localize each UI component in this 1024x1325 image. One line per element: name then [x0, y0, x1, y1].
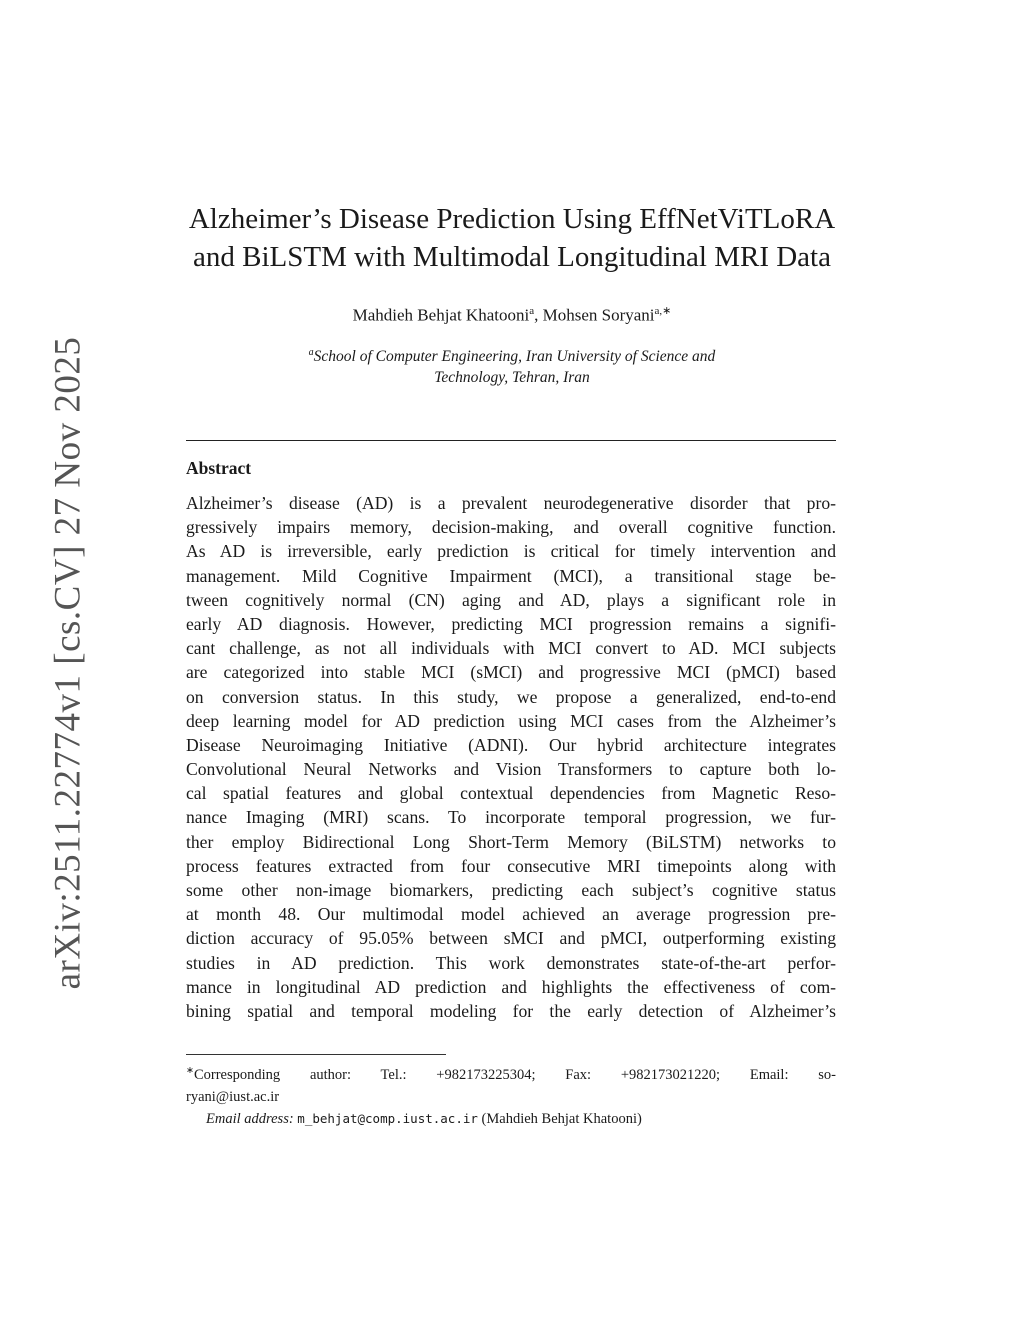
abstract-line: are categorized into stable MCI (sMCI) and progressive MCI (pMCI) based	[186, 662, 836, 683]
abstract-line: Disease Neuroimaging Initiative (ADNI). Our hybrid architecture integrates	[186, 734, 836, 755]
email-label: Email address:	[206, 1110, 294, 1127]
author-list	[150, 304, 874, 326]
affiliation-mark: a,∗	[654, 305, 672, 317]
abstract-line: tween cognitively normal (CN) aging and AD, plays a significant role in	[186, 589, 836, 610]
abstract-line: management. Mild Cognitive Impairment (MCI), a transitional stage be-	[186, 565, 836, 586]
header-divider	[186, 440, 836, 441]
author-separator: ,	[534, 305, 543, 325]
email-address: m_behjat@comp.iust.ac.ir	[297, 1110, 478, 1126]
abstract-line: cal spatial features and global contextual dependencies from Magnetic Reso-	[186, 783, 836, 804]
abstract-line: on conversion status. In this study, we propose a generalized, end-to-end	[186, 686, 836, 707]
abstract-line: Convolutional Neural Networks and Vision Transformers to capture both lo-	[186, 759, 836, 780]
abstract-line: nance Imaging (MRI) scans. To incorporate temporal progression, we fur-	[186, 807, 836, 828]
abstract-line: cant challenge, as not all individuals with MCI convert to AD. MCI subjects	[186, 638, 836, 659]
abstract-line: studies in AD prediction. This work demonstrates state-of-the-art perfor-	[186, 952, 836, 973]
abstract-line: diction accuracy of 95.05% between sMCI and pMCI, outperforming existing	[186, 928, 836, 949]
abstract-line: Alzheimer’s disease (AD) is a prevalent neurodegenerative disorder that pro-	[186, 493, 836, 513]
footnote-mark: ∗	[186, 1066, 194, 1076]
abstract-line: mance in longitudinal AD prediction and highlights the effectiveness of com-	[186, 976, 836, 997]
affiliation-line-1: $^a$School of Computer Engineering, Iran University of Science and	[308, 347, 716, 366]
abstract-line: process features extracted from four consecutive MRI timepoints along with	[186, 855, 836, 876]
footnote-email-line	[186, 1108, 836, 1130]
abstract-line: at month 48. Our multimodal model achieved an average progression pre-	[186, 904, 836, 925]
abstract-heading: Abstract	[186, 458, 252, 478]
affiliation-mark: a	[529, 305, 535, 317]
footnote-corresponding-line: ∗Corresponding author: Tel.: +982173225304; Fax: +982173021220; Email: so-	[186, 1066, 836, 1083]
abstract-line: As AD is irreversible, early prediction is critical for timely intervention and	[186, 541, 836, 562]
paper-title	[150, 200, 874, 276]
abstract-body	[186, 491, 836, 1023]
arxiv-identifier-stamp: arXiv:2511.22774v1 [cs.CV] 27 Nov 2025	[47, 336, 89, 990]
footnote-email-continuation: ryani@iust.ac.ir	[186, 1088, 280, 1105]
abstract-line: early AD diagnosis. However, predicting MCI progression remains a signifi-	[186, 613, 836, 634]
affiliation-line-2: Technology, Tehran, Iran	[434, 369, 590, 387]
title-line-2: and BiLSTM with Multimodal Longitudinal MRI Data	[193, 241, 831, 273]
author-name: Mohsen Soryani	[542, 305, 655, 325]
abstract-line: ther employ Bidirectional Long Short-Term Memory (BiLSTM) networks to	[186, 831, 836, 852]
author-name: Mahdieh Behjat Khatooni	[352, 305, 530, 325]
abstract-line: gressively impairs memory, decision-making, and overall cognitive function.	[186, 517, 836, 538]
abstract-line: deep learning model for AD prediction using MCI cases from the Alzheimer’s	[186, 710, 836, 731]
footnote	[186, 1060, 836, 1130]
abstract-line: some other non-image biomarkers, predicting each subject’s cognitive status	[186, 880, 836, 900]
abstract-line: bining spatial and temporal modeling for the early detection of Alzheimer’s	[186, 1000, 836, 1021]
email-owner: (Mahdieh Behjat Khatooni)	[481, 1110, 642, 1127]
affiliation	[250, 342, 774, 388]
affiliation-mark: a	[308, 347, 314, 358]
title-line-1: Alzheimer’s Disease Prediction Using EffNetViTLoRA	[188, 203, 836, 235]
footnote-divider	[186, 1054, 446, 1055]
